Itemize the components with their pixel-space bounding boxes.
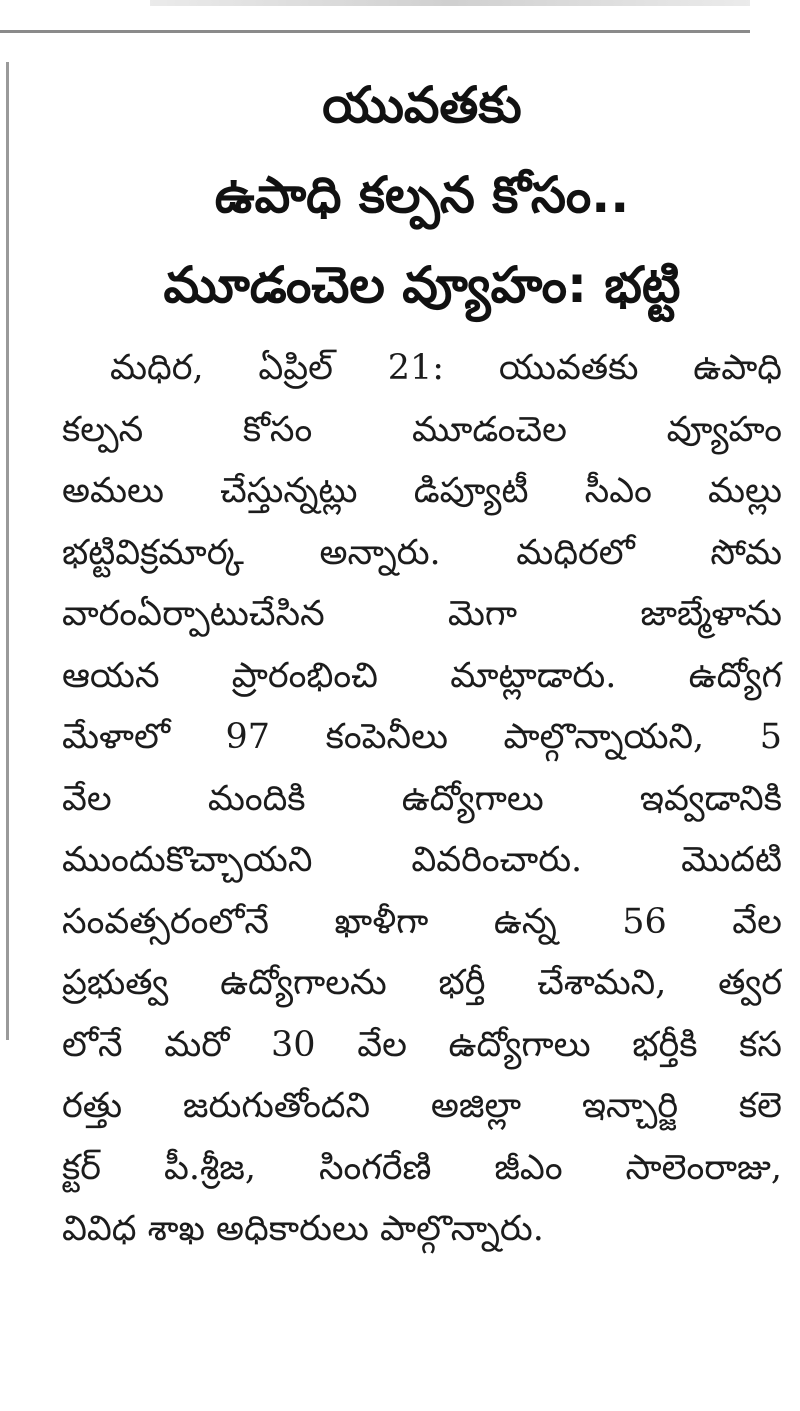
column-divider	[6, 62, 9, 1040]
body-line: అమలు చేస్తున్నట్లు డిప్యూటీ సీఎం మల్లు	[62, 471, 782, 511]
headline	[62, 60, 782, 330]
body-line: క్టర్ పీ.శ్రీజ, సింగరేణి జీఎం సాలెంరాజు,	[62, 1147, 782, 1188]
headline-line-2: ఉపాధి కల్పన కోసం..	[214, 166, 630, 224]
body-line: మధిర, ఏప్రిల్ 21: యువతకు ఉపాధి	[110, 348, 782, 388]
headline-line-3: మూడంచెల వ్యూహం: భట్టి	[163, 256, 681, 314]
body-line: కల్పన కోసం మూడంచెల వ్యూహం	[62, 409, 782, 450]
body-line: మేళాలో 97 కంపెనీలు పాల్గొన్నాయని, 5	[62, 717, 782, 757]
clipping-top-edge	[150, 0, 750, 6]
body-line: వివిధ శాఖ అధికారులు పాల్గొన్నారు.	[62, 1209, 544, 1249]
body-line: వేల మందికి ఉద్యోగాలు ఇవ్వడానికి	[62, 778, 782, 819]
news-article	[62, 60, 782, 1261]
body-line: వారంఏర్పాటుచేసిన మెగా జాబ్మేళాను	[62, 594, 782, 634]
body-line: ఆయన ప్రారంభించి మాట్లాడారు. ఉద్యోగ	[62, 655, 782, 696]
body-line: ప్రభుత్వ ఉద్యోగాలను భర్తీ చేశామని, త్వర	[62, 963, 782, 1003]
top-divider	[0, 30, 750, 33]
body-line: భట్టివిక్రమార్క అన్నారు. మధిరలో సోమ	[62, 532, 782, 573]
body-line: లోనే మరో 30 వేల ఉద్యోగాలు భర్తీకి కస	[62, 1024, 782, 1065]
article-body	[62, 338, 782, 1261]
body-line: రత్తు జరుగుతోందని అజిల్లా ఇన్చార్జి కలె	[62, 1086, 782, 1126]
headline-line-1: యువతకు	[322, 76, 522, 134]
body-line: ముందుకొచ్చాయని వివరించారు. మొదటి	[62, 840, 782, 880]
body-line: సంవత్సరంలోనే ఖాళీగా ఉన్న 56 వేల	[62, 901, 782, 942]
